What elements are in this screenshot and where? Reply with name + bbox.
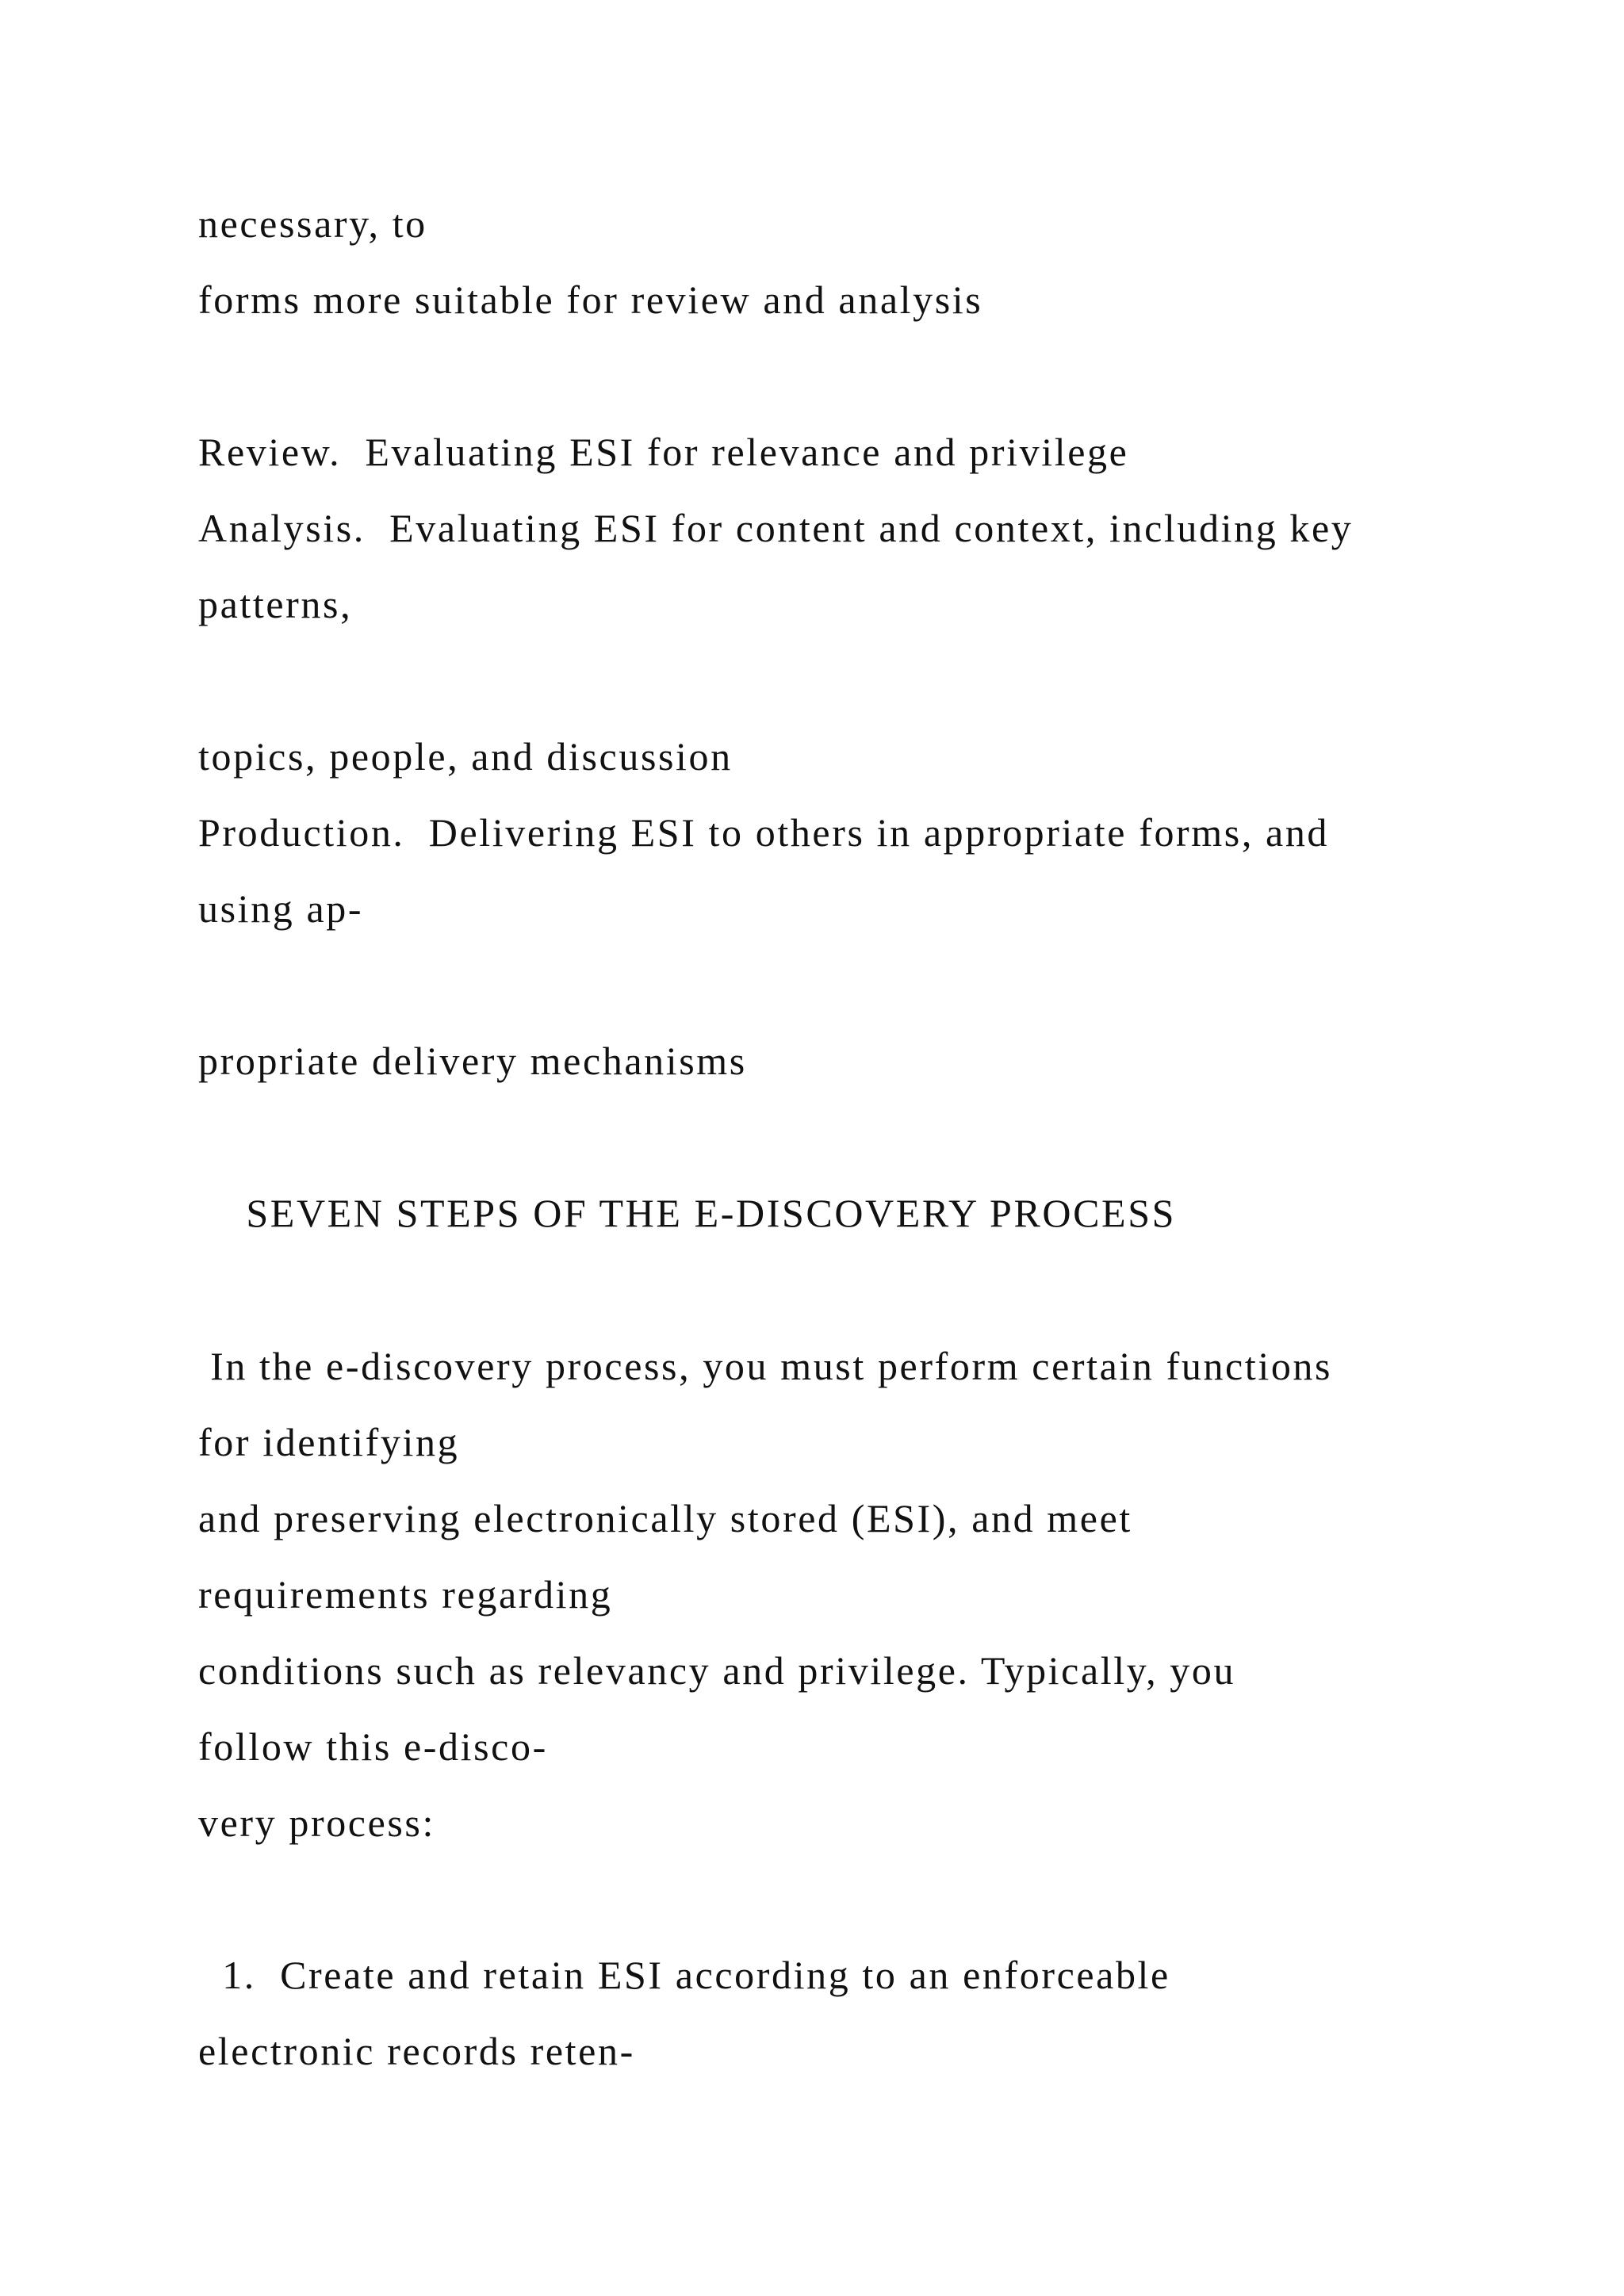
text-line: for identifying (198, 1420, 460, 1464)
text-line: propriate delivery mechanisms (198, 1039, 747, 1083)
text-line: In the e-discovery process, you must perform certain functions (198, 1344, 1333, 1388)
text-line: Review. Evaluating ESI for relevance and privilege (198, 430, 1129, 474)
text-line: electronic records reten- (198, 2029, 635, 2073)
text-line: conditions such as relevancy and privilege. Typically, you (198, 1648, 1236, 1693)
text-line: patterns, (198, 582, 353, 626)
text-line: Production. Delivering ESI to others in appropriate forms, and (198, 810, 1330, 855)
text-line: topics, people, and discussion (198, 734, 733, 779)
text-line: follow this e-disco- (198, 1724, 548, 1769)
text-line: necessary, to (198, 201, 427, 246)
text-line: Analysis. Evaluating ESI for content and context, including key (198, 506, 1354, 550)
text-line: very process: (198, 1800, 435, 1845)
section-heading: SEVEN STEPS OF THE E-DISCOVERY PROCESS (198, 1191, 1177, 1235)
text-line: forms more suitable for review and analysis (198, 277, 983, 322)
text-line: requirements regarding (198, 1572, 613, 1617)
text-line: and preserving electronically stored (ESI), and meet (198, 1496, 1132, 1540)
list-item: 1. Create and retain ESI according to an enforceable (198, 1953, 1170, 1997)
text-line: using ap- (198, 886, 364, 931)
